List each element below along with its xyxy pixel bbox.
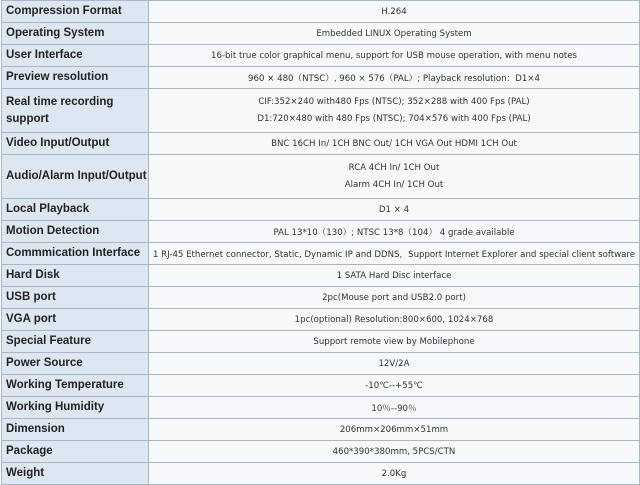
spec-label: Local Playback	[2, 199, 149, 221]
spec-value: Embedded LINUX Operating System	[149, 23, 640, 45]
spec-value: 2.0Kg	[149, 463, 640, 485]
spec-row-usb-port	[2, 287, 640, 309]
spec-row-real-time-recording	[2, 89, 640, 133]
spec-label: Compression Format	[2, 1, 149, 23]
spec-row-audio-alarm-io	[2, 155, 640, 199]
spec-row-compression-format	[2, 1, 640, 23]
spec-label: Operating System	[2, 23, 149, 45]
spec-value: 960 × 480（NTSC）, 960 × 576（PAL）; Playback resolution：D1×4	[149, 67, 640, 89]
spec-row-hard-disk	[2, 265, 640, 287]
spec-row-dimension	[2, 419, 640, 441]
spec-value: 2pc(Mouse port and USB2.0 port)	[149, 287, 640, 309]
spec-value: D1 × 4	[149, 199, 640, 221]
spec-value: -10℃--+55℃	[149, 375, 640, 397]
spec-row-vga-port	[2, 309, 640, 331]
spec-label: Video Input/Output	[2, 133, 149, 155]
spec-label: Working Temperature	[2, 375, 149, 397]
spec-value	[149, 155, 640, 199]
spec-value: 1 RJ-45 Ethernet connector, Static, Dynamic IP and DDNS，Support Internet Explorer and special client software	[149, 243, 640, 265]
spec-label: Dimension	[2, 419, 149, 441]
spec-value	[149, 89, 640, 133]
spec-label: Preview resolution	[2, 67, 149, 89]
spec-value: 460*390*380mm, 5PCS/CTN	[149, 441, 640, 463]
spec-value: PAL 13*10（130）; NTSC 13*8（104） 4 grade available	[149, 221, 640, 243]
spec-value: 206mm×206mm×51mm	[149, 419, 640, 441]
spec-row-package	[2, 441, 640, 463]
spec-value: 1pc(optional) Resolution:800×600, 1024×768	[149, 309, 640, 331]
spec-label: Special Feature	[2, 331, 149, 353]
spec-row-power-source	[2, 353, 640, 375]
spec-value-line: RCA 4CH In/ 1CH Out	[348, 162, 440, 173]
spec-table	[1, 0, 640, 485]
spec-row-special-feature	[2, 331, 640, 353]
spec-value: Support remote view by Mobilephone	[149, 331, 640, 353]
spec-value-line: CIF:352×240 with480 Fps (NTSC); 352×288 with 400 Fps (PAL)	[258, 96, 530, 107]
spec-label: Power Source	[2, 353, 149, 375]
spec-label: USB port	[2, 287, 149, 309]
spec-row-working-humidity	[2, 397, 640, 419]
spec-row-working-temperature	[2, 375, 640, 397]
spec-label: Package	[2, 441, 149, 463]
spec-label-line: Real time recording	[6, 95, 114, 108]
spec-label: Motion Detection	[2, 221, 149, 243]
spec-value: BNC 16CH In/ 1CH BNC Out/ 1CH VGA Out HDMI 1CH Out	[149, 133, 640, 155]
spec-value: 16-bit true color graphical menu, support for USB mouse operation, with menu notes	[149, 45, 640, 67]
spec-row-preview-resolution	[2, 67, 640, 89]
spec-row-operating-system	[2, 23, 640, 45]
spec-value: 12V/2A	[149, 353, 640, 375]
spec-label: User Interface	[2, 45, 149, 67]
spec-value: H.264	[149, 1, 640, 23]
spec-row-weight	[2, 463, 640, 485]
spec-label: VGA port	[2, 309, 149, 331]
spec-label-line: support	[6, 112, 49, 125]
spec-label: Audio/Alarm Input/Output	[2, 155, 149, 199]
spec-value: 1 SATA Hard Disc interface	[149, 265, 640, 287]
spec-value: 10％--90％	[149, 397, 640, 419]
spec-label: Commmication Interface	[2, 243, 149, 265]
spec-value-line: D1:720×480 with 480 Fps (NTSC); 704×576 with 400 Fps (PAL)	[257, 113, 531, 124]
spec-row-communication-interface	[2, 243, 640, 265]
spec-row-user-interface	[2, 45, 640, 67]
spec-row-motion-detection	[2, 221, 640, 243]
spec-label: Hard Disk	[2, 265, 149, 287]
spec-row-video-io	[2, 133, 640, 155]
spec-label	[2, 89, 149, 133]
spec-label: Weight	[2, 463, 149, 485]
spec-label: Working Humidity	[2, 397, 149, 419]
spec-value-line: Alarm 4CH In/ 1CH Out	[344, 179, 444, 190]
spec-row-local-playback	[2, 199, 640, 221]
